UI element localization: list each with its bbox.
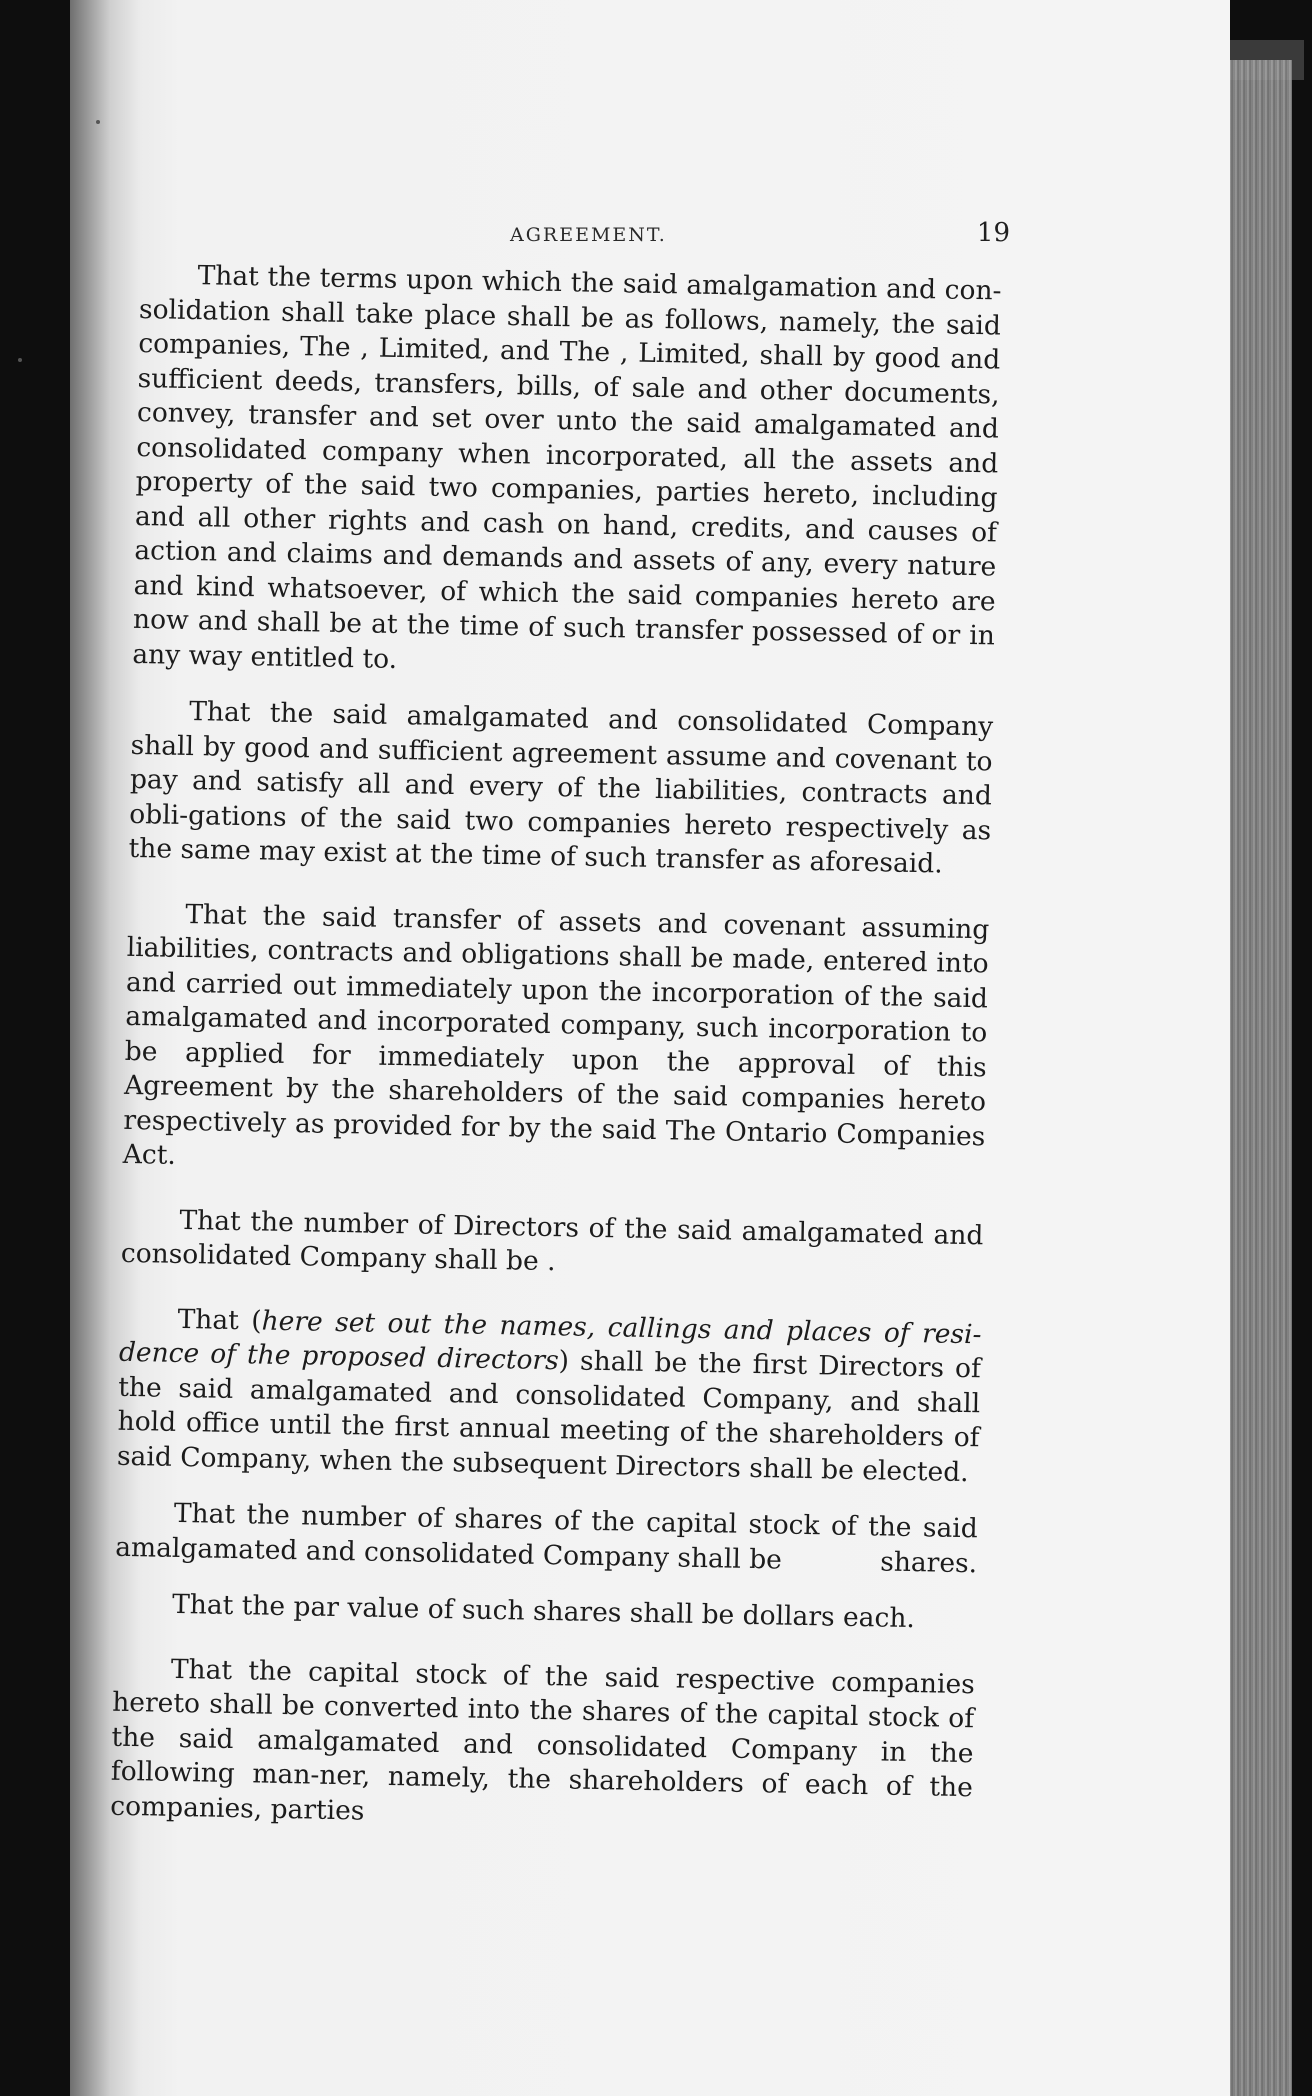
paragraph-first-directors — [117, 1301, 982, 1490]
paragraph-rest: ) shall be the first Directors of the said amalgamated and consolidated Company, and shall hold office until the first annual meeting of the shareholders of said Company, when the subsequent Directors shall be elected. — [116, 1345, 982, 1488]
running-title: AGREEMENT. — [510, 224, 667, 246]
paragraph-par-value: That the par value of such shares shall be dollars each. — [171, 1588, 916, 1635]
italic-instruction: here set out the names, callings and places of resi-dence of the proposed directors — [118, 1305, 982, 1377]
book-fore-edge — [1228, 60, 1292, 2096]
paragraph-share-count — [115, 1496, 978, 1582]
paragraph-lead: That ( — [177, 1303, 262, 1337]
scan-speck — [96, 120, 100, 124]
page-body — [110, 258, 1002, 1862]
scan-speck — [18, 358, 22, 362]
paragraph-liabilities: That the said amalgamated and consolidated Company shall by good and sufficient agreement assume and covenant to pay and satisfy all and every of the liabilities, contracts and obli-gations of the said two companies hereto respectively as the same may exist at the time of such transfer as aforesaid. — [128, 696, 994, 880]
paragraph-directors-number: That the number of Directors of the said amalgamated and consolidated Company shall be . — [120, 1204, 984, 1278]
share-count-text: That the number of shares of the capital stock of the said amalgamated and consolidated Company shall be — [114, 1497, 979, 1576]
paragraph-terms: That the terms upon which the said amalgamation and con-solidation shall take place shall be as follows, namely, the said companies, The , Limited, and The , Limited, shall by good and sufficient deeds, transfers, bills, of sale and other documents, convey, transfer and set over unto the said amalgamated and consolidated company when incorporated, all the assets and property of the said two companies, parties hereto, including and all other rights and cash on hand, credits, and causes of action and claims and demands and assets of any, every nature and kind whatsoever, of which the said companies hereto are now and shall be at the time of such transfer possessed of or in any way entitled to. — [132, 260, 1002, 675]
shares-word: shares. — [879, 1545, 978, 1579]
page-header — [150, 218, 1010, 258]
page-number: 19 — [976, 218, 1010, 248]
paragraph-transfer: That the said transfer of assets and covenant assuming liabilities, contracts and obligations shall be made, entered into and carried out immediately upon the incorporation of the said amalgamated and incorporated company, such incorporation to be applied for immediately upon the approval of this Agreement by the shareholders of the said companies hereto respectively as provided for by the said The Ontario Companies Act. — [122, 898, 990, 1171]
paragraph-conversion: That the capital stock of the said respective companies hereto shall be converted into the shares of the capital stock of the said amalgamated and consolidated Company in the following man-ner, namely, the shareholders of each of the companies, parties — [109, 1653, 976, 1827]
